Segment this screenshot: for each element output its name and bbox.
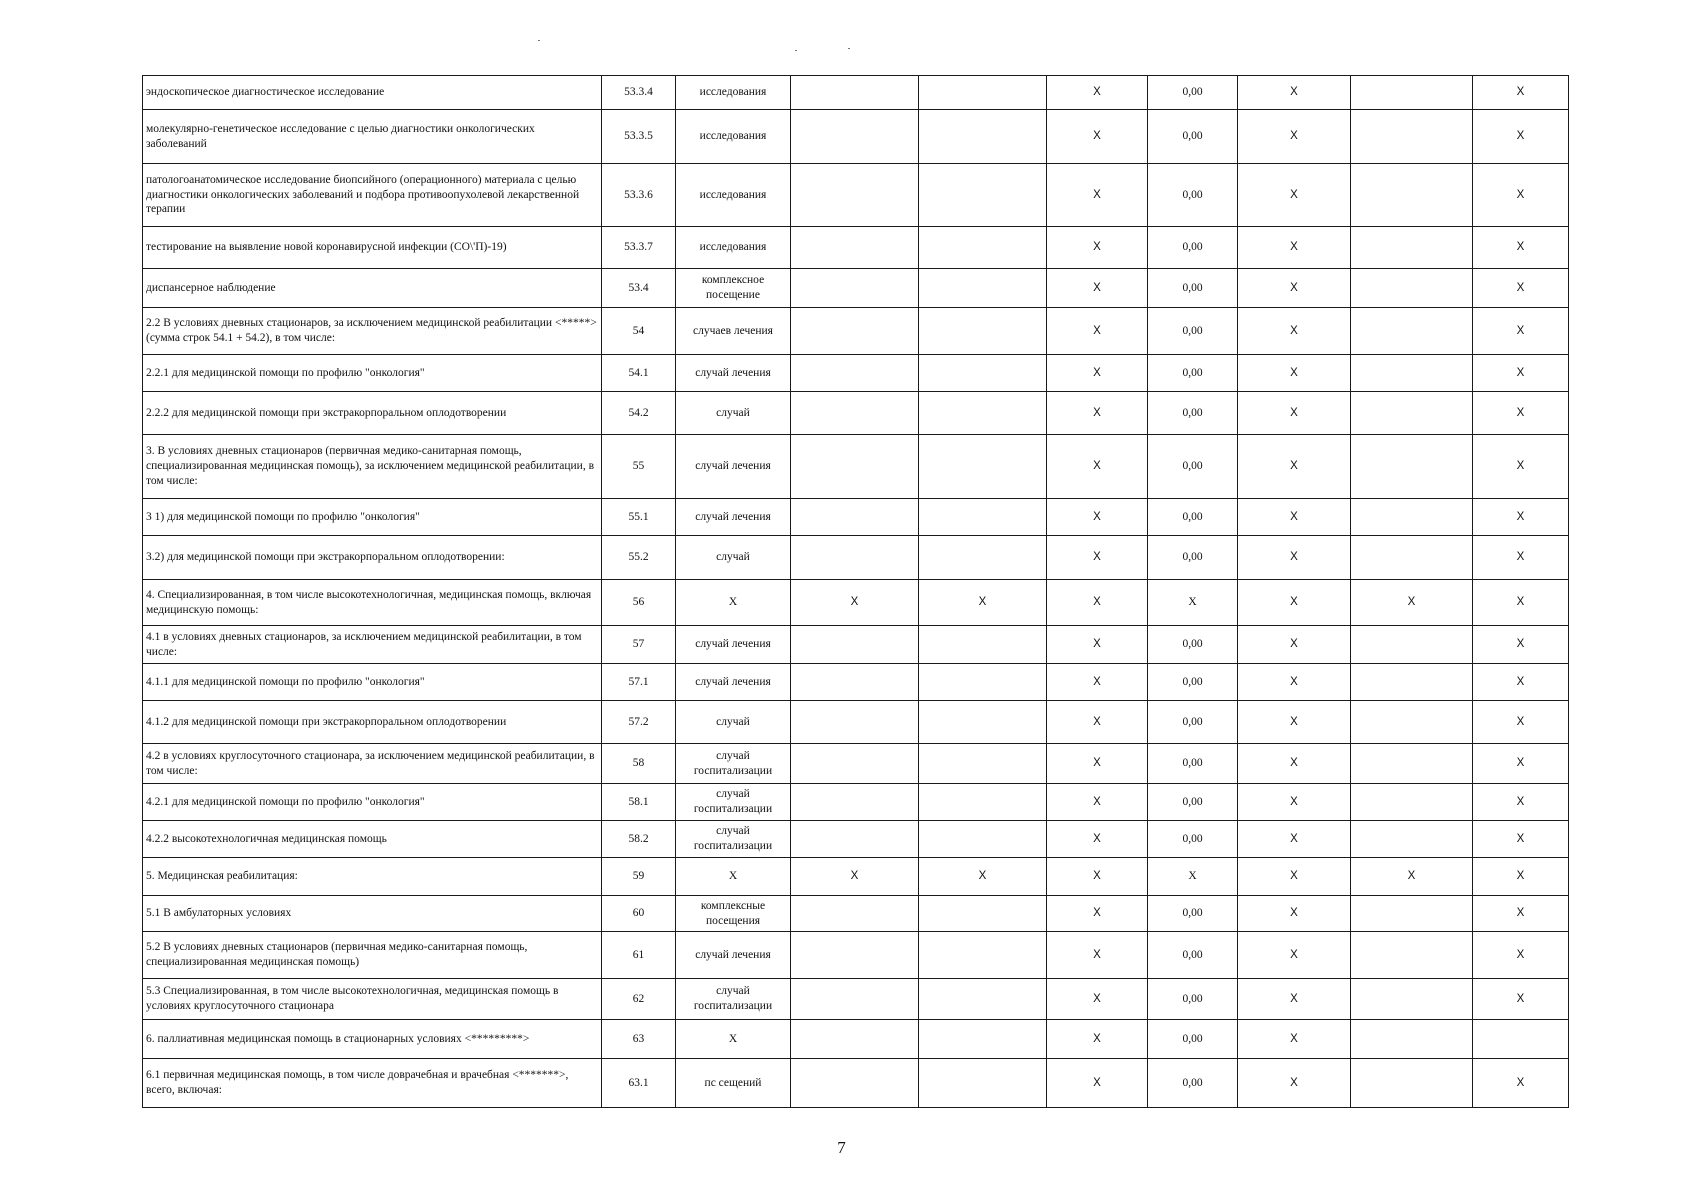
table-row (143, 1020, 1569, 1059)
row-code: 53.4 (602, 269, 676, 308)
row-code: 59 (602, 858, 676, 896)
cell-col-2 (919, 269, 1047, 308)
cell-col-4: 0,00 (1148, 76, 1238, 110)
cell-col-7: X (1473, 744, 1569, 784)
cell-col-6 (1351, 227, 1473, 269)
cell-col-6: X (1351, 580, 1473, 626)
row-unit: X (676, 580, 791, 626)
cell-col-2 (919, 308, 1047, 355)
table-row (143, 76, 1569, 110)
cell-col-2 (919, 110, 1047, 164)
row-description: 2.2 В условиях дневных стационаров, за исключением медицинской реабилитации <*****> (сумма строк 54.1 + 54.2), в том числе: (143, 308, 602, 355)
cell-col-7: X (1473, 355, 1569, 392)
cell-col-7: X (1473, 435, 1569, 499)
cell-col-5: X (1238, 164, 1351, 227)
cell-col-1 (791, 227, 919, 269)
cell-col-7: X (1473, 76, 1569, 110)
row-code: 54.2 (602, 392, 676, 435)
cell-col-3: X (1047, 499, 1148, 536)
row-unit: X (676, 1020, 791, 1059)
cell-col-5: X (1238, 580, 1351, 626)
cell-col-4: 0,00 (1148, 1059, 1238, 1108)
row-description: 3. В условиях дневных стационаров (первичная медико-санитарная помощь, специализированная медицинская помощь), за исключением медицинской реабилитации, в том числе: (143, 435, 602, 499)
row-description: 4.1 в условиях дневных стационаров, за исключением медицинской реабилитации, в том числе: (143, 626, 602, 664)
row-unit: случаев лечения (676, 308, 791, 355)
cell-col-5: X (1238, 227, 1351, 269)
cell-col-5: X (1238, 435, 1351, 499)
cell-col-2 (919, 664, 1047, 701)
cell-col-7: X (1473, 896, 1569, 932)
cell-col-7: X (1473, 664, 1569, 701)
table-row (143, 435, 1569, 499)
cell-col-4: 0,00 (1148, 1020, 1238, 1059)
table-row (143, 1059, 1569, 1108)
row-description: патологоанатомическое исследование биопсийного (операционного) материала с целью диагностики онкологических заболеваний и подбора противоопухолевой лекарственной терапии (143, 164, 602, 227)
row-description: тестирование на выявление новой коронавирусной инфекции (CO\'П)-19) (143, 227, 602, 269)
cell-col-5: X (1238, 76, 1351, 110)
cell-col-5: X (1238, 1059, 1351, 1108)
row-unit: случай госпитализации (676, 784, 791, 821)
cell-col-6 (1351, 784, 1473, 821)
cell-col-3: X (1047, 164, 1148, 227)
cell-col-4: 0,00 (1148, 110, 1238, 164)
row-description: 6.1 первичная медицинская помощь, в том числе доврачебная и врачебная <*******>, всего, включая: (143, 1059, 602, 1108)
table-row (143, 580, 1569, 626)
cell-col-6 (1351, 392, 1473, 435)
page-number: 7 (837, 1138, 846, 1157)
row-unit: исследования (676, 110, 791, 164)
table-row (143, 499, 1569, 536)
row-code: 58 (602, 744, 676, 784)
scan-speck (848, 48, 850, 49)
cell-col-1 (791, 1020, 919, 1059)
row-unit: случай (676, 701, 791, 744)
table-row (143, 664, 1569, 701)
cell-col-1 (791, 1059, 919, 1108)
row-code: 62 (602, 979, 676, 1020)
row-description: 4.2 в условиях круглосуточного стационара, за исключением медицинской реабилитации, в том числе: (143, 744, 602, 784)
cell-col-1 (791, 979, 919, 1020)
row-description: молекулярно-генетическое исследование с целью диагностики онкологических заболеваний (143, 110, 602, 164)
cell-col-3: X (1047, 227, 1148, 269)
cell-col-1 (791, 76, 919, 110)
cell-col-5: X (1238, 821, 1351, 858)
row-description: 4.1.2 для медицинской помощи при экстракорпоральном оплодотворении (143, 701, 602, 744)
cell-col-7: X (1473, 392, 1569, 435)
cell-col-1 (791, 701, 919, 744)
cell-col-1: X (791, 858, 919, 896)
cell-col-7: X (1473, 784, 1569, 821)
cell-col-3: X (1047, 979, 1148, 1020)
table-row (143, 227, 1569, 269)
cell-col-5: X (1238, 499, 1351, 536)
row-unit: комплексное посещение (676, 269, 791, 308)
row-code: 56 (602, 580, 676, 626)
row-code: 53.3.5 (602, 110, 676, 164)
cell-col-6 (1351, 701, 1473, 744)
row-unit: случай (676, 536, 791, 580)
cell-col-6 (1351, 626, 1473, 664)
cell-col-4: 0,00 (1148, 979, 1238, 1020)
cell-col-4: 0,00 (1148, 392, 1238, 435)
row-code: 61 (602, 932, 676, 979)
cell-col-3: X (1047, 821, 1148, 858)
cell-col-6 (1351, 821, 1473, 858)
table-row (143, 269, 1569, 308)
cell-col-6 (1351, 110, 1473, 164)
cell-col-7: X (1473, 979, 1569, 1020)
cell-col-1 (791, 536, 919, 580)
cell-col-5: X (1238, 626, 1351, 664)
row-code: 53.3.4 (602, 76, 676, 110)
row-unit: X (676, 858, 791, 896)
row-unit: случай лечения (676, 626, 791, 664)
cell-col-7: X (1473, 1059, 1569, 1108)
cell-col-1 (791, 392, 919, 435)
cell-col-3: X (1047, 435, 1148, 499)
scan-speck (795, 50, 797, 51)
table-row (143, 784, 1569, 821)
cell-col-2: X (919, 858, 1047, 896)
row-code: 55.2 (602, 536, 676, 580)
table-row (143, 536, 1569, 580)
cell-col-7 (1473, 1020, 1569, 1059)
scan-speck (538, 40, 540, 41)
row-description: 2.2.2 для медицинской помощи при экстракорпоральном оплодотворении (143, 392, 602, 435)
row-unit: исследования (676, 227, 791, 269)
cell-col-4: 0,00 (1148, 821, 1238, 858)
cell-col-3: X (1047, 896, 1148, 932)
cell-col-2 (919, 227, 1047, 269)
cell-col-3: X (1047, 858, 1148, 896)
cell-col-1 (791, 355, 919, 392)
cell-col-4: 0,00 (1148, 164, 1238, 227)
cell-col-2 (919, 1020, 1047, 1059)
row-unit: случай лечения (676, 664, 791, 701)
row-code: 55.1 (602, 499, 676, 536)
cell-col-4: 0,00 (1148, 664, 1238, 701)
cell-col-3: X (1047, 355, 1148, 392)
cell-col-4: 0,00 (1148, 932, 1238, 979)
cell-col-1: X (791, 580, 919, 626)
cell-col-1 (791, 744, 919, 784)
cell-col-4: X (1148, 858, 1238, 896)
cell-col-2 (919, 979, 1047, 1020)
cell-col-6 (1351, 269, 1473, 308)
table-row (143, 858, 1569, 896)
cell-col-1 (791, 784, 919, 821)
cell-col-4: 0,00 (1148, 308, 1238, 355)
row-description: 4.2.1 для медицинской помощи по профилю "онкология" (143, 784, 602, 821)
row-unit: случай госпитализации (676, 821, 791, 858)
cell-col-2 (919, 932, 1047, 979)
cell-col-5: X (1238, 536, 1351, 580)
cell-col-2 (919, 1059, 1047, 1108)
cell-col-5: X (1238, 110, 1351, 164)
cell-col-7: X (1473, 626, 1569, 664)
document-sheet (142, 75, 1568, 1108)
cell-col-3: X (1047, 1020, 1148, 1059)
cell-col-2 (919, 536, 1047, 580)
cell-col-1 (791, 435, 919, 499)
cell-col-5: X (1238, 784, 1351, 821)
row-unit: случай лечения (676, 435, 791, 499)
row-code: 57.1 (602, 664, 676, 701)
cell-col-1 (791, 499, 919, 536)
row-code: 57.2 (602, 701, 676, 744)
row-unit: случай госпитализации (676, 979, 791, 1020)
cell-col-2: X (919, 580, 1047, 626)
cell-col-7: X (1473, 499, 1569, 536)
cell-col-1 (791, 896, 919, 932)
cell-col-3: X (1047, 580, 1148, 626)
table-row (143, 355, 1569, 392)
cell-col-2 (919, 435, 1047, 499)
cell-col-3: X (1047, 701, 1148, 744)
cell-col-4: 0,00 (1148, 355, 1238, 392)
cell-col-5: X (1238, 269, 1351, 308)
table-row (143, 626, 1569, 664)
cell-col-3: X (1047, 392, 1148, 435)
table-row (143, 821, 1569, 858)
cell-col-6 (1351, 979, 1473, 1020)
cell-col-6 (1351, 1059, 1473, 1108)
cell-col-1 (791, 626, 919, 664)
cell-col-1 (791, 269, 919, 308)
cell-col-6 (1351, 932, 1473, 979)
cell-col-3: X (1047, 1059, 1148, 1108)
cell-col-2 (919, 392, 1047, 435)
table-row (143, 308, 1569, 355)
cell-col-6 (1351, 308, 1473, 355)
cell-col-1 (791, 308, 919, 355)
cell-col-4: 0,00 (1148, 227, 1238, 269)
cell-col-4: 0,00 (1148, 896, 1238, 932)
cell-col-2 (919, 164, 1047, 227)
cell-col-3: X (1047, 76, 1148, 110)
cell-col-4: 0,00 (1148, 701, 1238, 744)
row-description: 3.2) для медицинской помощи при экстракорпоральном оплодотворении: (143, 536, 602, 580)
row-description: 4. Специализированная, в том числе высокотехнологичная, медицинская помощь, включая медицинскую помощь: (143, 580, 602, 626)
cell-col-2 (919, 76, 1047, 110)
row-description: 4.2.2 высокотехнологичная медицинская помощь (143, 821, 602, 858)
cell-col-5: X (1238, 701, 1351, 744)
table-row (143, 932, 1569, 979)
cell-col-3: X (1047, 932, 1148, 979)
row-code: 63 (602, 1020, 676, 1059)
cell-col-4: 0,00 (1148, 626, 1238, 664)
cell-col-2 (919, 821, 1047, 858)
cell-col-6 (1351, 164, 1473, 227)
row-code: 58.2 (602, 821, 676, 858)
cell-col-5: X (1238, 664, 1351, 701)
cell-col-3: X (1047, 626, 1148, 664)
table-row (143, 164, 1569, 227)
cell-col-6 (1351, 499, 1473, 536)
cell-col-3: X (1047, 269, 1148, 308)
cell-col-4: X (1148, 580, 1238, 626)
cell-col-4: 0,00 (1148, 269, 1238, 308)
cell-col-1 (791, 664, 919, 701)
cell-col-6 (1351, 664, 1473, 701)
cell-col-6 (1351, 435, 1473, 499)
cell-col-1 (791, 932, 919, 979)
table-row (143, 110, 1569, 164)
cell-col-7: X (1473, 858, 1569, 896)
cell-col-7: X (1473, 227, 1569, 269)
cell-col-5: X (1238, 932, 1351, 979)
cell-col-5: X (1238, 392, 1351, 435)
row-unit: случай госпитализации (676, 744, 791, 784)
row-code: 63.1 (602, 1059, 676, 1108)
row-unit: исследования (676, 76, 791, 110)
cell-col-7: X (1473, 932, 1569, 979)
cell-col-5: X (1238, 308, 1351, 355)
row-description: 5. Медицинская реабилитация: (143, 858, 602, 896)
cell-col-3: X (1047, 744, 1148, 784)
cell-col-2 (919, 896, 1047, 932)
cell-col-1 (791, 821, 919, 858)
row-description: диспансерное наблюдение (143, 269, 602, 308)
cell-col-7: X (1473, 110, 1569, 164)
cell-col-7: X (1473, 269, 1569, 308)
row-code: 53.3.6 (602, 164, 676, 227)
cell-col-3: X (1047, 308, 1148, 355)
cell-col-7: X (1473, 821, 1569, 858)
cell-col-1 (791, 110, 919, 164)
cell-col-4: 0,00 (1148, 536, 1238, 580)
row-unit: комплексные посещения (676, 896, 791, 932)
cell-col-4: 0,00 (1148, 499, 1238, 536)
cell-col-7: X (1473, 308, 1569, 355)
row-unit: случай (676, 392, 791, 435)
cell-col-5: X (1238, 896, 1351, 932)
cell-col-5: X (1238, 979, 1351, 1020)
cell-col-5: X (1238, 1020, 1351, 1059)
row-description: 4.1.1 для медицинской помощи по профилю "онкология" (143, 664, 602, 701)
row-description: 5.1 В амбулаторных условиях (143, 896, 602, 932)
cell-col-2 (919, 499, 1047, 536)
cell-col-6: X (1351, 858, 1473, 896)
cell-col-3: X (1047, 784, 1148, 821)
cell-col-5: X (1238, 744, 1351, 784)
table-row (143, 744, 1569, 784)
cell-col-4: 0,00 (1148, 784, 1238, 821)
cell-col-6 (1351, 355, 1473, 392)
cell-col-2 (919, 355, 1047, 392)
cell-col-2 (919, 701, 1047, 744)
table-row (143, 392, 1569, 435)
cell-col-7: X (1473, 536, 1569, 580)
cell-col-1 (791, 164, 919, 227)
row-code: 53.3.7 (602, 227, 676, 269)
cell-col-3: X (1047, 110, 1148, 164)
cell-col-4: 0,00 (1148, 744, 1238, 784)
row-description: 5.2 В условиях дневных стационаров (первичная медико-санитарная помощь, специализированная медицинская помощь) (143, 932, 602, 979)
cell-col-2 (919, 626, 1047, 664)
row-unit: случай лечения (676, 932, 791, 979)
cell-col-4: 0,00 (1148, 435, 1238, 499)
cell-col-2 (919, 784, 1047, 821)
row-code: 58.1 (602, 784, 676, 821)
cell-col-6 (1351, 76, 1473, 110)
row-code: 54.1 (602, 355, 676, 392)
cell-col-3: X (1047, 536, 1148, 580)
row-unit: случай лечения (676, 499, 791, 536)
row-code: 60 (602, 896, 676, 932)
table-row (143, 979, 1569, 1020)
cell-col-6 (1351, 744, 1473, 784)
row-code: 54 (602, 308, 676, 355)
cell-col-7: X (1473, 164, 1569, 227)
cell-col-5: X (1238, 355, 1351, 392)
cell-col-7: X (1473, 580, 1569, 626)
row-description: 2.2.1 для медицинской помощи по профилю "онкология" (143, 355, 602, 392)
cell-col-2 (919, 744, 1047, 784)
row-code: 55 (602, 435, 676, 499)
cell-col-5: X (1238, 858, 1351, 896)
cell-col-6 (1351, 896, 1473, 932)
data-table (142, 75, 1569, 1108)
row-unit: случай лечения (676, 355, 791, 392)
row-description: 6. паллиативная медицинская помощь в стационарных условиях <*********> (143, 1020, 602, 1059)
row-unit: пс сещений (676, 1059, 791, 1108)
row-description: 3 1) для медицинской помощи по профилю "онкология" (143, 499, 602, 536)
cell-col-7: X (1473, 701, 1569, 744)
cell-col-3: X (1047, 664, 1148, 701)
table-row (143, 701, 1569, 744)
cell-col-6 (1351, 536, 1473, 580)
row-code: 57 (602, 626, 676, 664)
row-unit: исследования (676, 164, 791, 227)
cell-col-6 (1351, 1020, 1473, 1059)
row-description: эндоскопическое диагностическое исследование (143, 76, 602, 110)
table-row (143, 896, 1569, 932)
row-description: 5.3 Специализированная, в том числе высокотехнологичная, медицинская помощь в условиях круглосуточного стационара (143, 979, 602, 1020)
